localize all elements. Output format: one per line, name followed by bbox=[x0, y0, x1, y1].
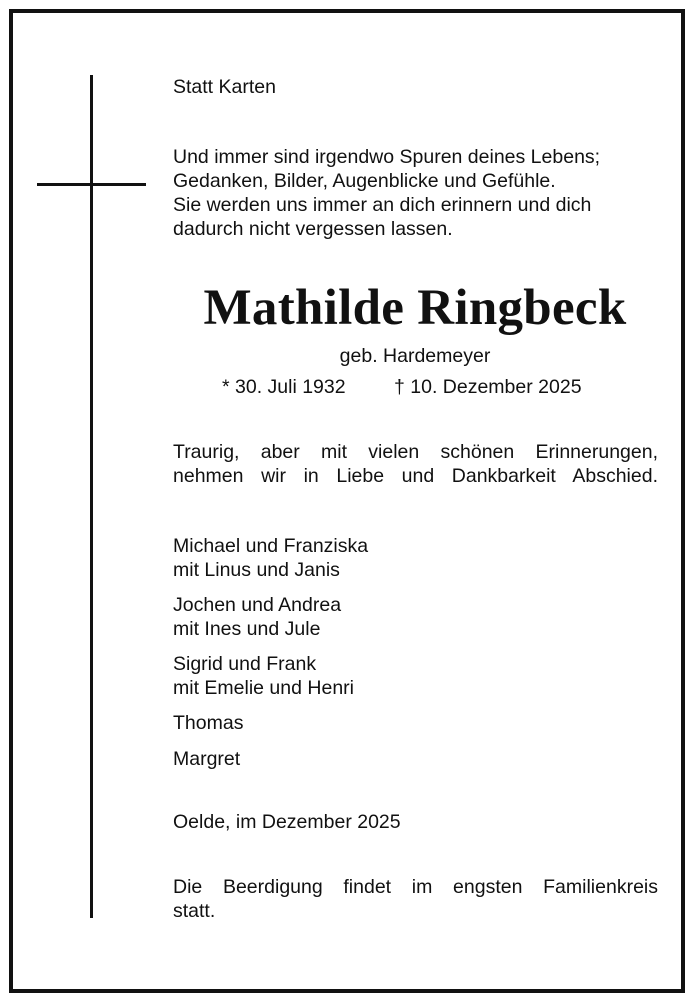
mourner-1-line-2: mit Linus und Janis bbox=[173, 559, 340, 581]
mourner-5: Margret bbox=[173, 748, 241, 770]
mourner-1-line-1: Michael und Franziska bbox=[173, 535, 369, 557]
cross-horizontal-bar bbox=[37, 183, 146, 186]
mourner-4: Thomas bbox=[173, 712, 244, 734]
maiden-name: geb. Hardemeyer bbox=[339, 345, 491, 367]
cross-vertical-bar bbox=[90, 75, 93, 918]
farewell-line-1: Traurig, aber mit vielen schönen Erinnerungen, bbox=[173, 441, 658, 463]
funeral-line-1: Die Beerdigung findet im engsten Familienkreis bbox=[173, 876, 658, 898]
verse-line-2: Gedanken, Bilder, Augenblicke und Gefühle. bbox=[173, 170, 556, 192]
farewell-line-2: nehmen wir in Liebe und Dankbarkeit Abschied. bbox=[173, 465, 658, 487]
mourner-2-line-2: mit Ines und Jule bbox=[173, 618, 321, 640]
mourner-3-line-2: mit Emelie und Henri bbox=[173, 677, 354, 699]
birth-date: * 30. Juli 1932 bbox=[222, 376, 346, 398]
header-statt-karten: Statt Karten bbox=[173, 76, 276, 98]
death-date: † 10. Dezember 2025 bbox=[394, 376, 582, 398]
verse-line-1: Und immer sind irgendwo Spuren deines Lebens; bbox=[173, 146, 601, 168]
deceased-name: Mathilde Ringbeck bbox=[203, 280, 627, 336]
mourner-3-line-1: Sigrid und Frank bbox=[173, 653, 317, 675]
verse-line-3: Sie werden uns immer an dich erinnern und dich bbox=[173, 194, 592, 216]
verse-line-4: dadurch nicht vergessen lassen. bbox=[173, 218, 453, 240]
place-date: Oelde, im Dezember 2025 bbox=[173, 811, 401, 833]
mourner-2-line-1: Jochen und Andrea bbox=[173, 594, 342, 616]
funeral-line-2: statt. bbox=[173, 900, 216, 922]
